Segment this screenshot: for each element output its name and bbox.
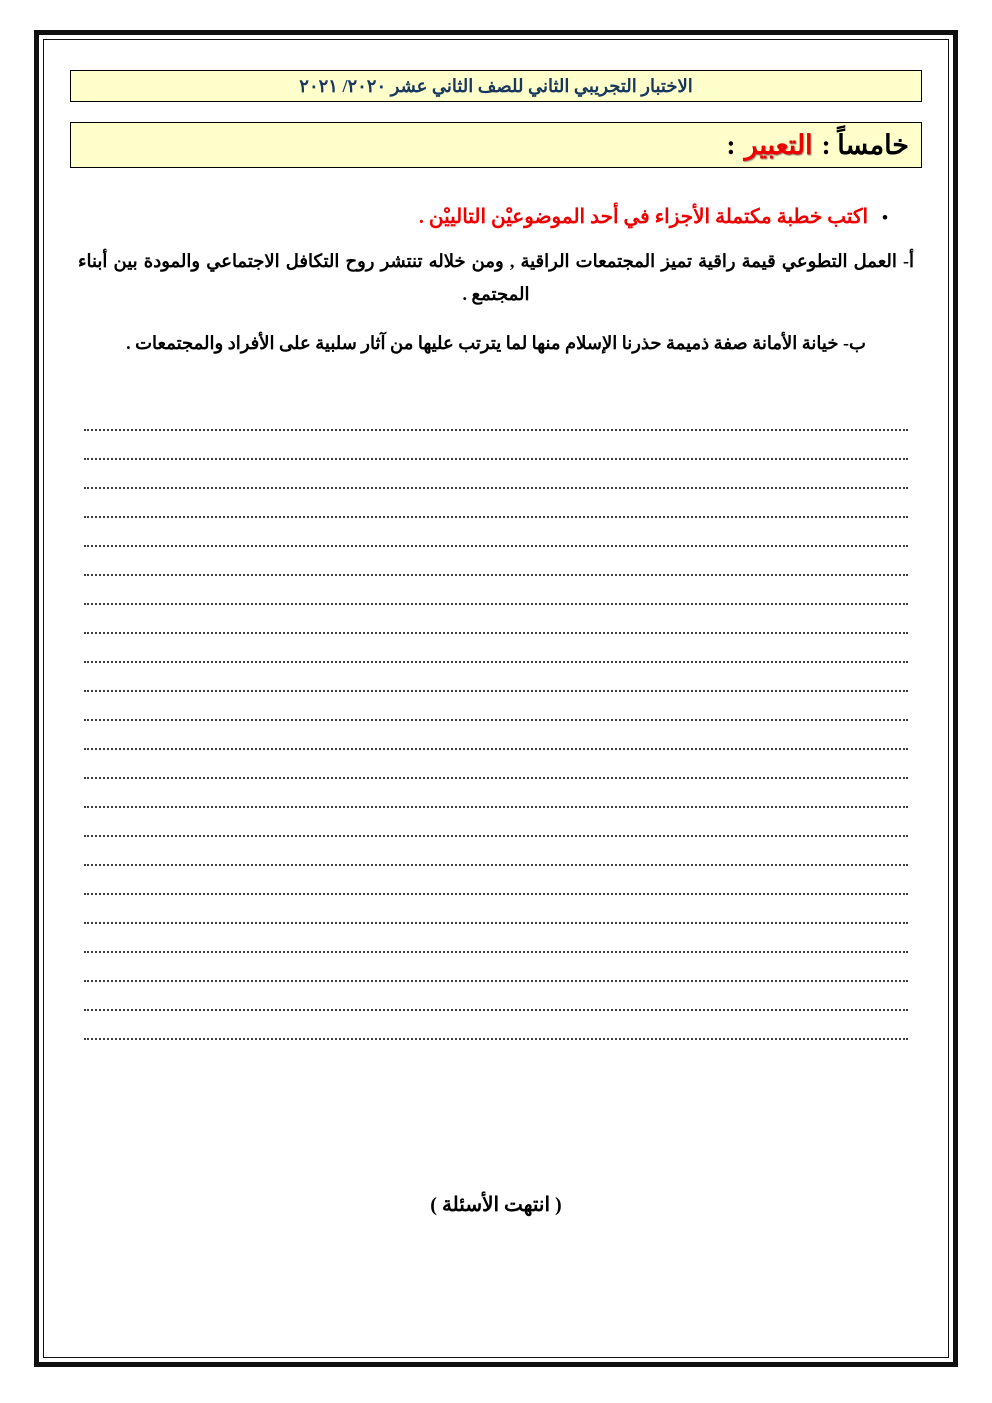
- answer-line: [84, 547, 908, 576]
- section-banner: [70, 122, 922, 168]
- bullet-icon: •: [882, 208, 888, 227]
- answer-line: [84, 460, 908, 489]
- answer-line: [84, 837, 908, 866]
- section-title: التعبير: [744, 129, 813, 160]
- answer-line: [84, 982, 908, 1011]
- answer-line: [84, 634, 908, 663]
- topic-b: ب- خيانة الأمانة صفة ذميمة حذرنا الإسلام منها لما يترتب عليها من آثار سلبية على الأفراد والمجتمعات .: [126, 333, 866, 353]
- answer-line: [84, 808, 908, 837]
- section-colon: :: [726, 129, 736, 160]
- answer-lines: [70, 402, 922, 1040]
- answer-line: [84, 692, 908, 721]
- answer-line: [84, 895, 908, 924]
- exam-title: الاختبار التجريبي الثاني للصف الثاني عشر ٢٠٢٠/ ٢٠٢١: [299, 75, 693, 96]
- page-border-frame: [34, 30, 958, 1367]
- page-border-inner: [43, 39, 949, 1358]
- answer-line: [84, 953, 908, 982]
- answer-line: [84, 924, 908, 953]
- answer-line: [84, 721, 908, 750]
- prompt-line: [70, 204, 922, 229]
- answer-line: [84, 402, 908, 431]
- prompt-text: اكتب خطبة مكتملة الأجزاء في أحد الموضوعيْن التالييْن .: [418, 206, 869, 228]
- answer-line: [84, 750, 908, 779]
- section-label: خامساً :: [821, 129, 909, 160]
- topic-a: أ- العمل التطوعي قيمة راقية تميز المجتمعات الراقية , ومن خلاله تنتشر روح التكافل الاجتماعي والمودة بين أبناء المجتمع .: [78, 251, 914, 304]
- answer-line: [84, 663, 908, 692]
- answer-line: [84, 1011, 908, 1040]
- answer-line: [84, 605, 908, 634]
- answer-line: [84, 866, 908, 895]
- exam-header-banner: [70, 70, 922, 102]
- answer-line: [84, 431, 908, 460]
- answer-line: [84, 576, 908, 605]
- answer-line: [84, 518, 908, 547]
- answer-line: [84, 779, 908, 808]
- end-note: ( انتهت الأسئلة ): [430, 1194, 562, 1216]
- answer-line: [84, 489, 908, 518]
